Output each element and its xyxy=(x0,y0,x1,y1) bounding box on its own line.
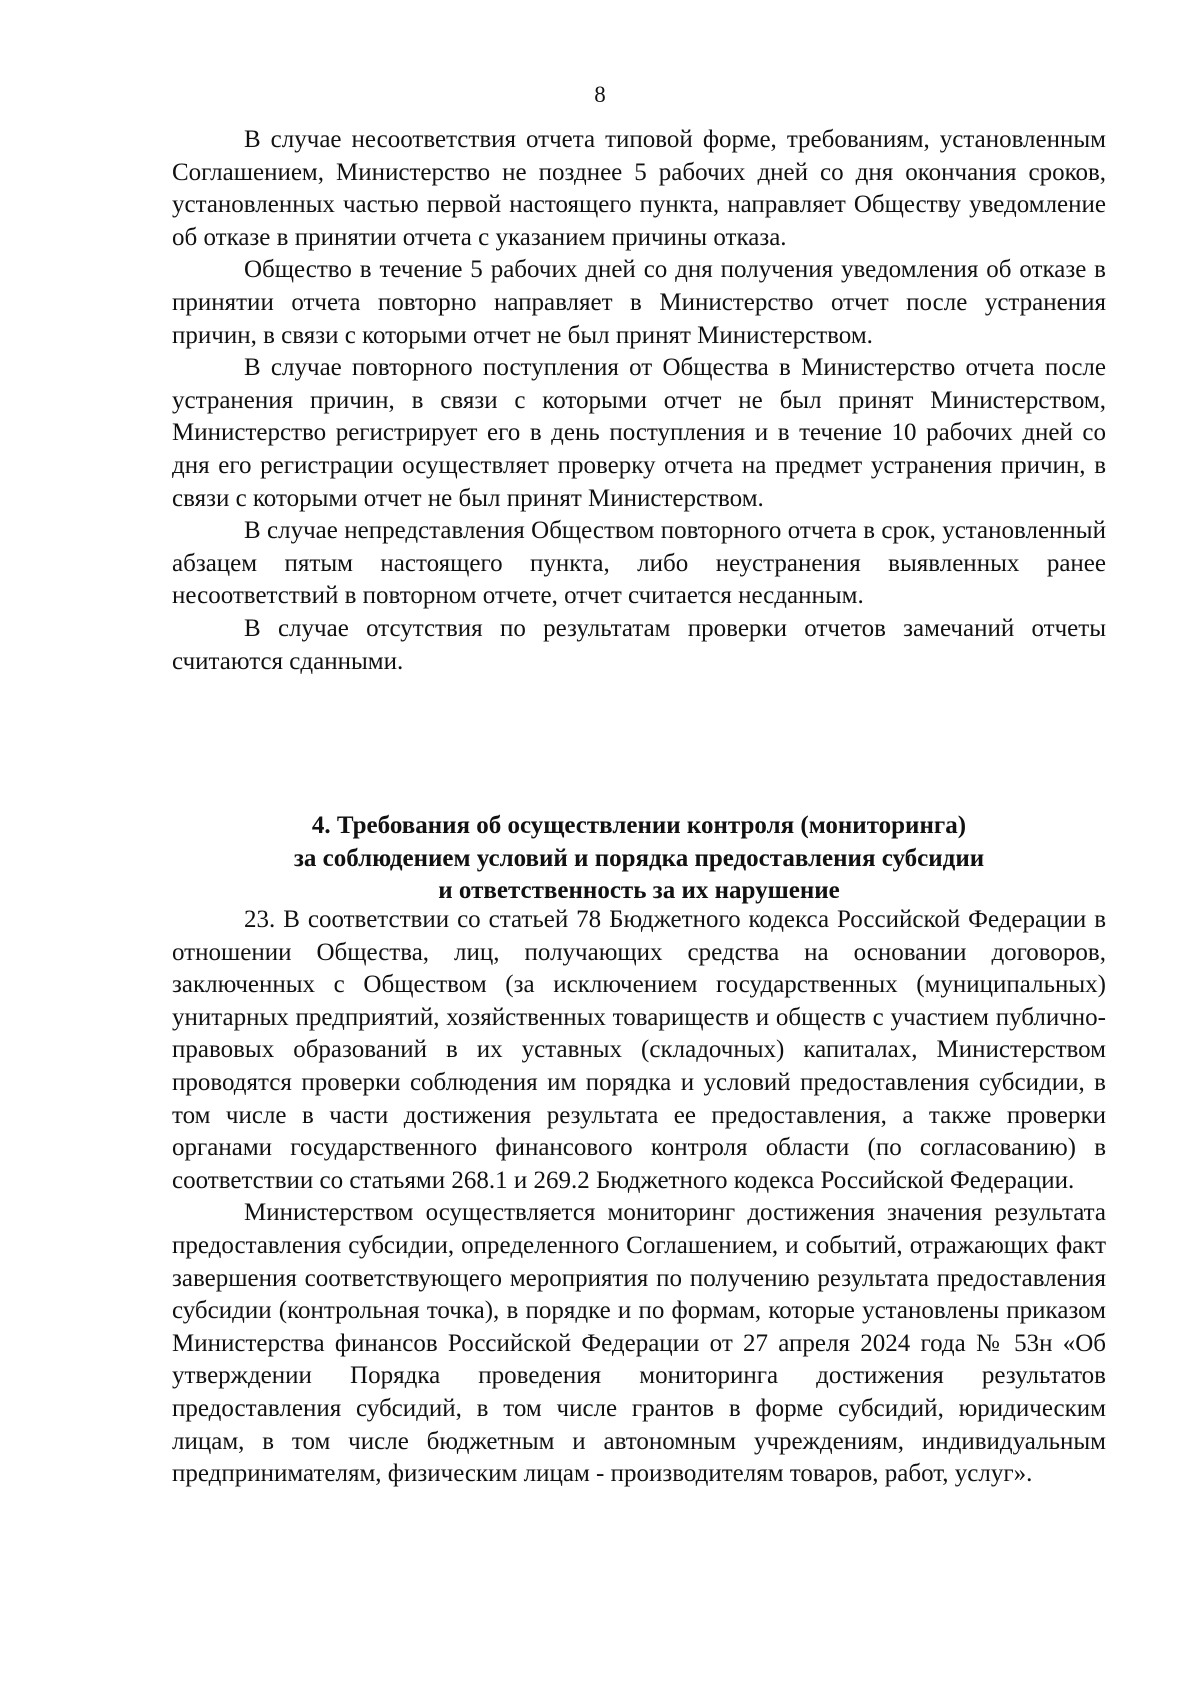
section-heading xyxy=(172,810,1106,908)
paragraph-report-resubmission: Общество в течение 5 рабочих дней со дня получения уведомления об отказе в принятии отчета повторно направляет в Министерство отчет после устранения причин, в связи с которыми отчет не был принят Министерством. xyxy=(172,256,1106,349)
section-heading-line-2: за соблюдением условий и порядка предоставления субсидии xyxy=(293,844,985,872)
paragraph-report-rejection: В случае несоответствия отчета типовой форме, требованиям, установленным Соглашением, Министерство не позднее 5 рабочих дней со дня окончания сроков, установленных частью первой настоящего пункта, направляет Обществу уведомление об отказе в принятии отчета с указанием причины отказа. xyxy=(172,126,1106,251)
section-heading-line-1: 4. Требования об осуществлении контроля (мониторинга) xyxy=(311,812,967,839)
paragraph-report-not-submitted: В случае непредставления Обществом повторного отчета в срок, установленный абзацем пятым настоящего пункта, либо неустранения выявленных ранее несоответствий в повторном отчете, отчет считается несданным. xyxy=(172,517,1106,610)
section-heading-line-3: и ответственность за их нарушение xyxy=(438,877,840,905)
page-number: 8 xyxy=(594,82,606,107)
paragraph-clause-23: 23. В соответствии со статьей 78 Бюджетного кодекса Российской Федерации в отношении Общества, лиц, получающих средства на основании договоров, заключенных с Обществом (за исключением государственных (муниципальных) унитарных предприятий, хозяйственных товариществ и обществ с участием публично-правовых образований в их уставных (складочных) капиталах, Министерством проводятся проверки соблюдения им порядка и условий предоставления субсидии, в том числе в части достижения результата ее предоставления, а также проверки органами государственного финансового контроля области (по согласованию) в соответствии со статьями 268.1 и 269.2 Бюджетного кодекса Российской Федерации. xyxy=(172,906,1106,1194)
paragraph-repeat-report-check: В случае повторного поступления от Общества в Министерство отчета после устранения причин, в связи с которыми отчет не был принят Министерством, Министерство регистрирует его в день поступления и в течение 10 рабочих дней со дня его регистрации осуществляет проверку отчета на предмет устранения причин, в связи с которыми отчет не был принят Министерством. xyxy=(172,354,1106,512)
control-monitoring-section xyxy=(172,904,1106,1491)
paragraph-monitoring: Министерством осуществляется мониторинг достижения значения результата предоставления субсидии, определенного Соглашением, и событий, отражающих факт завершения соответствующего мероприятия по получению результата предоставления субсидии (контрольная точка), в порядке и по формам, которые установлены приказом Министерства финансов Российской Федерации от 27 апреля 2024 года № 53н «Об утверждении Порядка проведения мониторинга достижения результатов предоставления субсидий, в том числе грантов в форме субсидий, юридическим лицам, в том числе бюджетным и автономным учреждениям, индивидуальным предпринимателям, физическим лицам - производителям товаров, работ, услуг». xyxy=(172,1199,1106,1488)
paragraph-report-accepted: В случае отсутствия по результатам проверки отчетов замечаний отчеты считаются сданными. xyxy=(172,614,1106,675)
report-procedure-section xyxy=(172,124,1106,678)
